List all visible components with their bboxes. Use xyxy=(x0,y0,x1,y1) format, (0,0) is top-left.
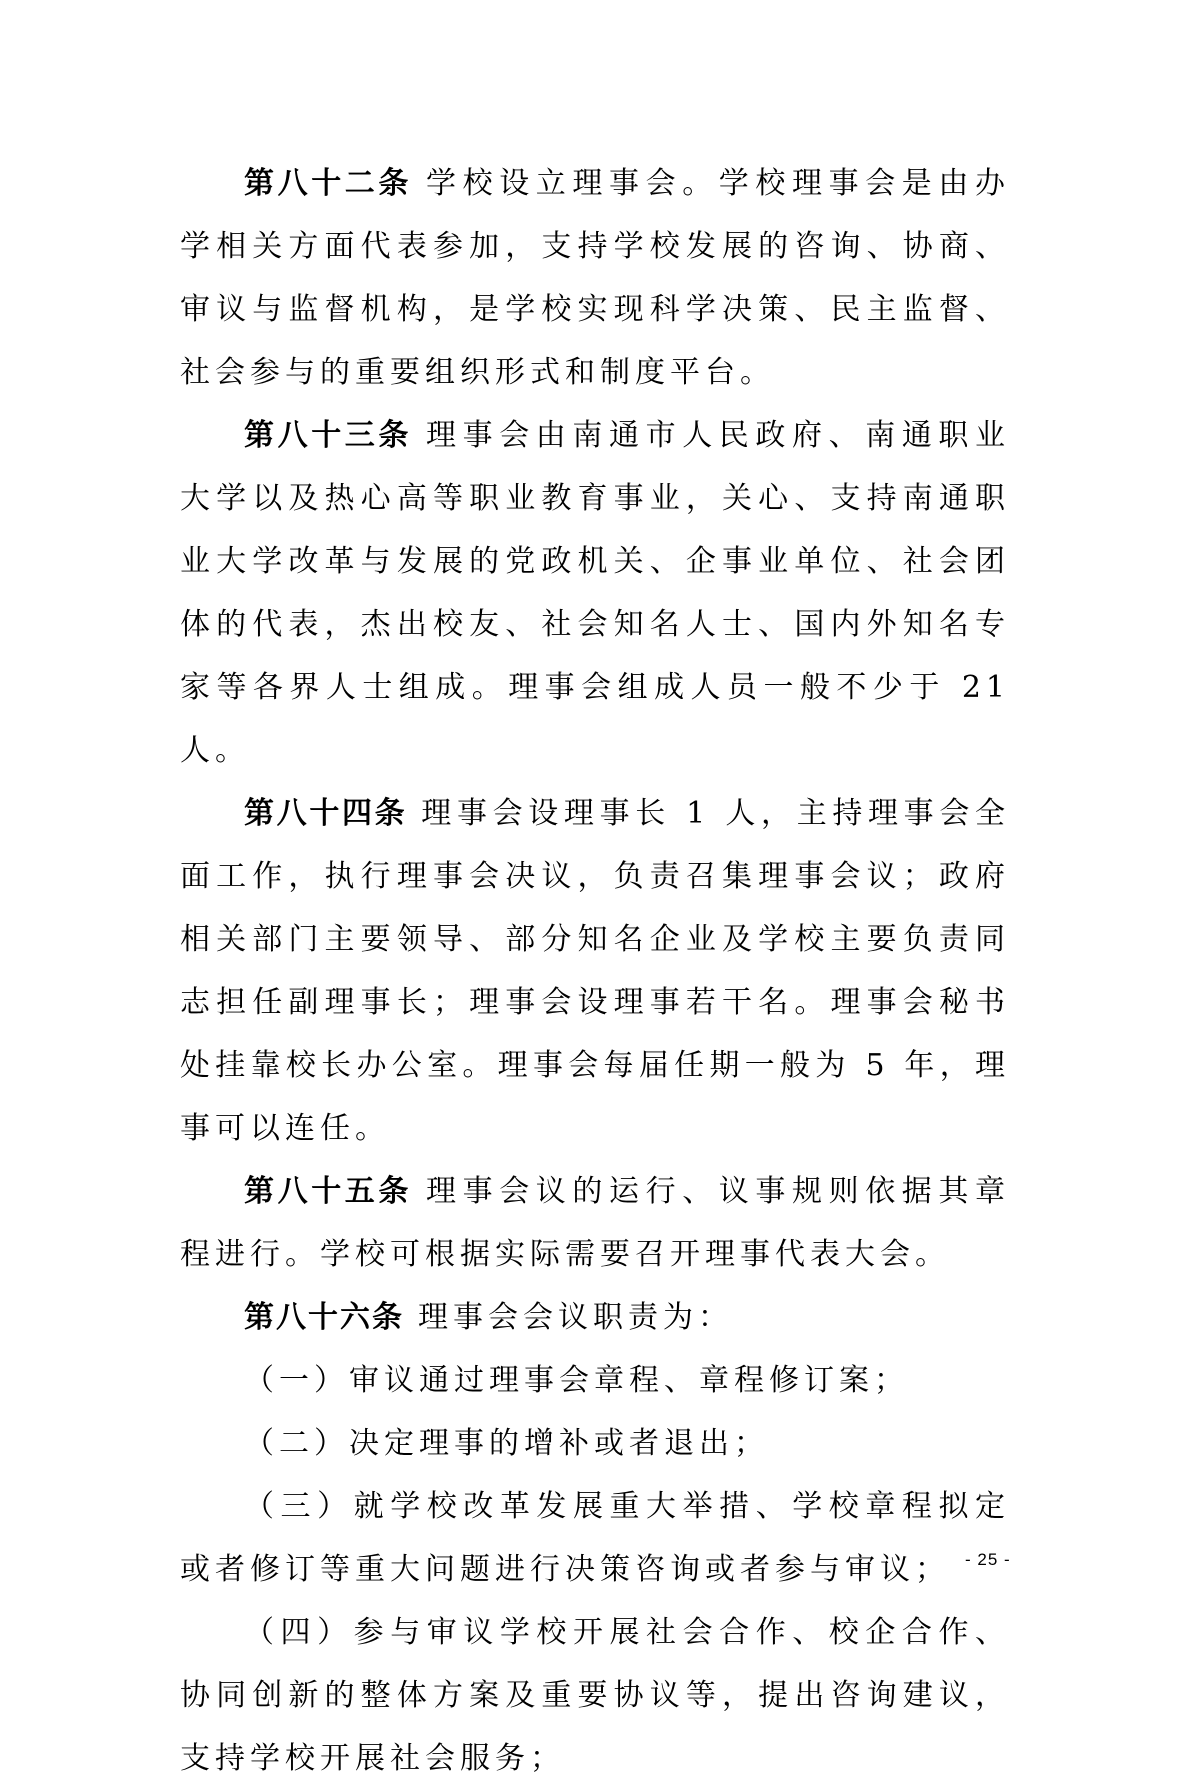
article-text: 理事会设理事长 1 人，主持理事会全面工作，执行理事会决议，负责召集理事会议；政府相关部门主要领导、部分知名企业及学校主要负责同志担任副理事长；理事会设理事若干名。理事会秘书处挂靠校长办公室。理事会每届任期一般为 5 年，理事可以连任。 xyxy=(180,796,1010,1146)
article-number: 第八十五条 xyxy=(244,1174,412,1209)
list-item-2: （二）决定理事的增补或者退出； xyxy=(244,1426,769,1461)
article-number: 第八十四条 xyxy=(244,796,408,831)
page-number: - 25 - xyxy=(965,1550,1011,1569)
article-text: 学校设立理事会。学校理事会是由办学相关方面代表参加，支持学校发展的咨询、协商、审议与监督机构，是学校实现科学决策、民主监督、社会参与的重要组织形式和制度平台。 xyxy=(180,166,1010,390)
article-84 xyxy=(180,782,1010,1160)
document-body xyxy=(180,152,1010,1790)
list-item-3: （三）就学校改革发展重大举措、学校章程拟定或者修订等重大问题进行决策咨询或者参与审议； xyxy=(180,1489,1010,1587)
article-82 xyxy=(180,152,1010,404)
article-text: 理事会议的运行、议事规则依据其章程进行。学校可根据实际需要召开理事代表大会。 xyxy=(180,1174,1010,1272)
article-number: 第八十六条 xyxy=(244,1300,404,1335)
article-text: 理事会由南通市人民政府、南通职业大学以及热心高等职业教育事业，关心、支持南通职业大学改革与发展的党政机关、企事业单位、社会团体的代表，杰出校友、社会知名人士、国内外知名专家等各界人士组成。理事会组成人员一般不少于 21 人。 xyxy=(180,418,1010,768)
article-number: 第八十二条 xyxy=(244,166,412,201)
list-item-1: （一）审议通过理事会章程、章程修订案； xyxy=(244,1363,909,1398)
list-item-4: （四）参与审议学校开展社会合作、校企合作、协同创新的整体方案及重要协议等，提出咨询建议，支持学校开展社会服务； xyxy=(180,1615,1010,1776)
article-85 xyxy=(180,1160,1010,1286)
article-86 xyxy=(180,1286,1010,1349)
article-number: 第八十三条 xyxy=(244,418,412,453)
article-text: 理事会会议职责为： xyxy=(418,1300,733,1335)
article-83 xyxy=(180,404,1010,782)
